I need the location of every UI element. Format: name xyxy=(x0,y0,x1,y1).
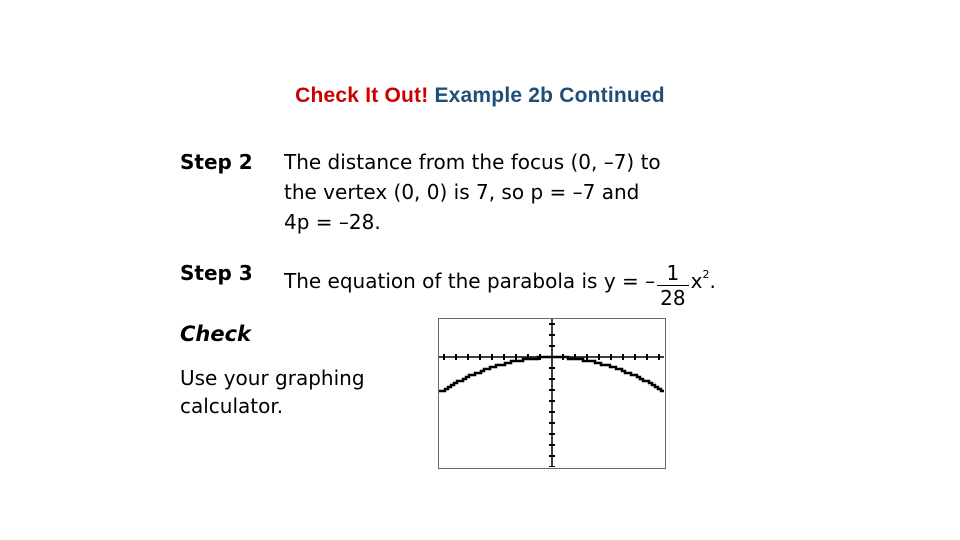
step-2-line-1: The distance from the focus (0, –7) to xyxy=(284,150,661,174)
check-text: Use your graphing calculator. xyxy=(180,366,365,418)
step-2-body xyxy=(284,147,661,237)
title-lead: Check It Out! xyxy=(295,84,429,107)
equation-exponent: 2 xyxy=(702,268,710,281)
check-heading: Check xyxy=(180,322,252,346)
fraction-denominator: 28 xyxy=(657,285,688,310)
fraction-numerator: 1 xyxy=(666,261,680,285)
step-2-label: Step 2 xyxy=(180,150,253,174)
calculator-graph xyxy=(439,319,664,467)
title-rest: Example 2b Continued xyxy=(428,84,665,107)
step-3-body xyxy=(284,258,716,310)
equation-sign: – xyxy=(645,269,656,293)
step-2-line-2: the vertex (0, 0) is 7, so p = –7 and xyxy=(284,180,640,204)
slide-title xyxy=(0,84,960,108)
equation-end: . xyxy=(709,269,716,293)
calculator-screen xyxy=(438,318,666,469)
step-3 xyxy=(180,258,716,310)
step-2 xyxy=(180,147,661,237)
equation-fraction xyxy=(657,261,688,310)
step-3-text: The equation of the parabola is y = xyxy=(284,269,639,293)
step-3-label: Step 3 xyxy=(180,261,253,285)
step-2-line-3: 4p = –28. xyxy=(284,210,381,234)
equation-variable: x xyxy=(690,269,703,293)
